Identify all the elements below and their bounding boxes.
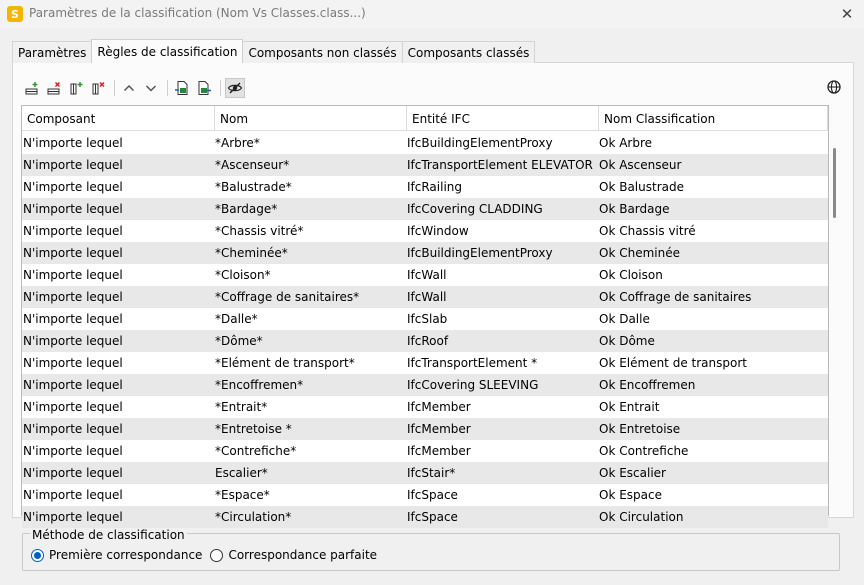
table-row[interactable] <box>22 308 828 330</box>
table-cell[interactable]: *Arbre* <box>215 136 260 150</box>
method-title: Méthode de classification <box>32 528 185 542</box>
table-cell[interactable]: Ok Cloison <box>599 268 663 282</box>
table-cell[interactable]: *Coffrage de sanitaires* <box>215 290 360 304</box>
table-cell[interactable]: N'importe lequel <box>23 466 123 480</box>
move-down-icon[interactable] <box>141 78 161 98</box>
add-row-icon[interactable] <box>22 78 42 98</box>
table-cell[interactable]: IfcWall <box>407 290 447 304</box>
table-cell[interactable]: IfcWindow <box>407 224 469 238</box>
table-cell[interactable]: *Elément de transport* <box>215 356 355 370</box>
tab-composants-classes[interactable]: Composants classés <box>402 41 536 63</box>
table-cell[interactable]: *Encoffremen* <box>215 378 304 392</box>
table-cell[interactable]: Ok Espace <box>599 488 662 502</box>
table-cell[interactable]: N'importe lequel <box>23 158 123 172</box>
title-bar <box>0 0 864 28</box>
table-cell[interactable]: *Dôme* <box>215 334 263 348</box>
table-cell[interactable]: *Entretoise * <box>215 422 292 436</box>
add-column-icon[interactable] <box>66 78 86 98</box>
method-options <box>31 548 385 562</box>
export-excel-icon[interactable] <box>194 78 214 98</box>
table-cell[interactable]: *Circulation* <box>215 510 292 524</box>
tab-bar <box>12 41 534 63</box>
table-cell[interactable]: IfcTransportElement ELEVATOR <box>407 158 593 172</box>
table-cell[interactable]: N'importe lequel <box>23 312 123 326</box>
table-cell[interactable]: N'importe lequel <box>23 136 123 150</box>
table-row[interactable] <box>22 264 828 286</box>
table-row[interactable] <box>22 198 828 220</box>
table-cell[interactable]: *Chassis vitré* <box>215 224 304 238</box>
table-cell[interactable]: N'importe lequel <box>23 444 123 458</box>
table-row[interactable] <box>22 396 828 418</box>
table-cell[interactable]: Ok Encoffremen <box>599 378 696 392</box>
table-cell[interactable]: N'importe lequel <box>23 202 123 216</box>
table-cell[interactable]: N'importe lequel <box>23 334 123 348</box>
tab-composants-non-classes[interactable]: Composants non classés <box>242 41 402 63</box>
radio-label-correspondance-parfaite[interactable]: Correspondance parfaite <box>228 548 378 562</box>
table-cell[interactable]: Ok Entretoise <box>599 422 681 436</box>
table-row[interactable] <box>22 418 828 440</box>
visibility-toggle-icon[interactable] <box>225 78 245 98</box>
delete-column-icon[interactable] <box>88 78 108 98</box>
close-button[interactable]: ✕ <box>840 5 854 23</box>
table-cell[interactable]: Ok Elément de transport <box>599 356 747 370</box>
table-cell[interactable]: *Cloison* <box>215 268 271 282</box>
radio-label-premiere-correspondance[interactable]: Première correspondance <box>49 548 203 562</box>
table-row[interactable] <box>22 132 828 154</box>
table-row[interactable] <box>22 330 828 352</box>
table-row[interactable] <box>22 440 828 462</box>
table-cell[interactable]: N'importe lequel <box>23 180 123 194</box>
move-up-icon[interactable] <box>119 78 139 98</box>
table-cell[interactable]: IfcStair* <box>407 466 456 480</box>
table-cell[interactable]: IfcBuildingElementProxy <box>407 136 553 150</box>
table-cell[interactable]: *Balustrade* <box>215 180 292 194</box>
radio-dot <box>34 552 41 559</box>
table-cell[interactable]: IfcCovering CLADDING <box>407 202 543 216</box>
table-cell[interactable]: Ok Dôme <box>599 334 655 348</box>
table-row[interactable] <box>22 352 828 374</box>
table-cell[interactable]: N'importe lequel <box>23 510 123 524</box>
table-cell[interactable]: Ok Circulation <box>599 510 684 524</box>
app-icon: S <box>7 6 23 22</box>
table-header <box>22 106 828 131</box>
table-row[interactable] <box>22 462 828 484</box>
table-cell[interactable]: N'importe lequel <box>23 268 123 282</box>
table-cell[interactable]: *Bardage* <box>215 202 278 216</box>
table-cell[interactable]: Ok Bardage <box>599 202 670 216</box>
table-cell[interactable]: IfcMember <box>407 444 471 458</box>
table-cell[interactable]: IfcTransportElement * <box>407 356 538 370</box>
toolbar-separator <box>220 80 221 96</box>
table-cell[interactable]: *Cheminée* <box>215 246 288 260</box>
table-row[interactable] <box>22 154 828 176</box>
column-header-composant[interactable]: Composant <box>22 106 215 131</box>
table-body <box>22 132 828 528</box>
table-cell[interactable]: N'importe lequel <box>23 378 123 392</box>
table-cell[interactable]: *Ascenseur* <box>215 158 290 172</box>
table-cell[interactable]: N'importe lequel <box>23 422 123 436</box>
vertical-scrollbar[interactable] <box>833 148 836 218</box>
table-cell[interactable]: Ok Contrefiche <box>599 444 689 458</box>
table-cell[interactable]: N'importe lequel <box>23 246 123 260</box>
table-cell[interactable]: IfcBuildingElementProxy <box>407 246 553 260</box>
toolbar-separator <box>114 80 115 96</box>
table-row[interactable] <box>22 220 828 242</box>
column-header-nom-classification[interactable]: Nom Classification <box>599 106 828 131</box>
table-cell[interactable]: IfcSpace <box>407 488 458 502</box>
table-cell[interactable]: IfcWall <box>407 268 447 282</box>
table-cell[interactable]: Ok Entrait <box>599 400 660 414</box>
table-cell[interactable]: Ok Coffrage de sanitaires <box>599 290 752 304</box>
table-cell[interactable]: IfcSpace <box>407 510 458 524</box>
table-row[interactable] <box>22 242 828 264</box>
table-cell[interactable]: *Entrait* <box>215 400 268 414</box>
tab-regles-de-classification[interactable]: Règles de classification <box>91 39 243 63</box>
table-cell[interactable]: Escalier* <box>215 466 268 480</box>
table-cell[interactable]: N'importe lequel <box>23 488 123 502</box>
table-cell[interactable]: IfcRailing <box>407 180 463 194</box>
table-row[interactable] <box>22 374 828 396</box>
table-cell[interactable]: *Espace* <box>215 488 270 502</box>
column-header-nom[interactable]: Nom <box>215 106 407 131</box>
table-cell[interactable]: IfcMember <box>407 400 471 414</box>
table-cell[interactable]: N'importe lequel <box>23 224 123 238</box>
toolbar-separator <box>167 80 168 96</box>
table-cell[interactable]: Ok Cheminée <box>599 246 680 260</box>
table-cell[interactable]: IfcMember <box>407 422 471 436</box>
radio-premiere-correspondance[interactable] <box>31 549 44 562</box>
table-row[interactable] <box>22 484 828 506</box>
table-cell[interactable]: *Contrefiche* <box>215 444 297 458</box>
table-cell[interactable]: Ok Balustrade <box>599 180 684 194</box>
toolbar <box>22 78 247 98</box>
globe-icon[interactable] <box>826 79 842 95</box>
table-row[interactable] <box>22 506 828 528</box>
table-cell[interactable]: *Dalle* <box>215 312 258 326</box>
rules-table <box>21 105 829 524</box>
table-cell[interactable]: Ok Arbre <box>599 136 653 150</box>
column-header-entite-ifc[interactable]: Entité IFC <box>407 106 599 131</box>
table-cell[interactable]: N'importe lequel <box>23 400 123 414</box>
table-cell[interactable]: N'importe lequel <box>23 290 123 304</box>
window-title: Paramètres de la classification (Nom Vs Classes.class...) <box>29 6 366 20</box>
table-cell[interactable]: Ok Ascenseur <box>599 158 682 172</box>
radio-correspondance-parfaite[interactable] <box>210 549 223 562</box>
table-cell[interactable]: IfcCovering SLEEVING <box>407 378 539 392</box>
delete-row-icon[interactable] <box>44 78 64 98</box>
table-cell[interactable]: N'importe lequel <box>23 356 123 370</box>
table-cell[interactable]: IfcRoof <box>407 334 449 348</box>
table-cell[interactable]: IfcSlab <box>407 312 448 326</box>
tab-parametres[interactable]: Paramètres <box>12 41 92 63</box>
import-excel-icon[interactable] <box>172 78 192 98</box>
table-row[interactable] <box>22 176 828 198</box>
table-cell[interactable]: Ok Dalle <box>599 312 650 326</box>
table-row[interactable] <box>22 286 828 308</box>
table-cell[interactable]: Ok Chassis vitré <box>599 224 696 238</box>
table-cell[interactable]: Ok Escalier <box>599 466 666 480</box>
